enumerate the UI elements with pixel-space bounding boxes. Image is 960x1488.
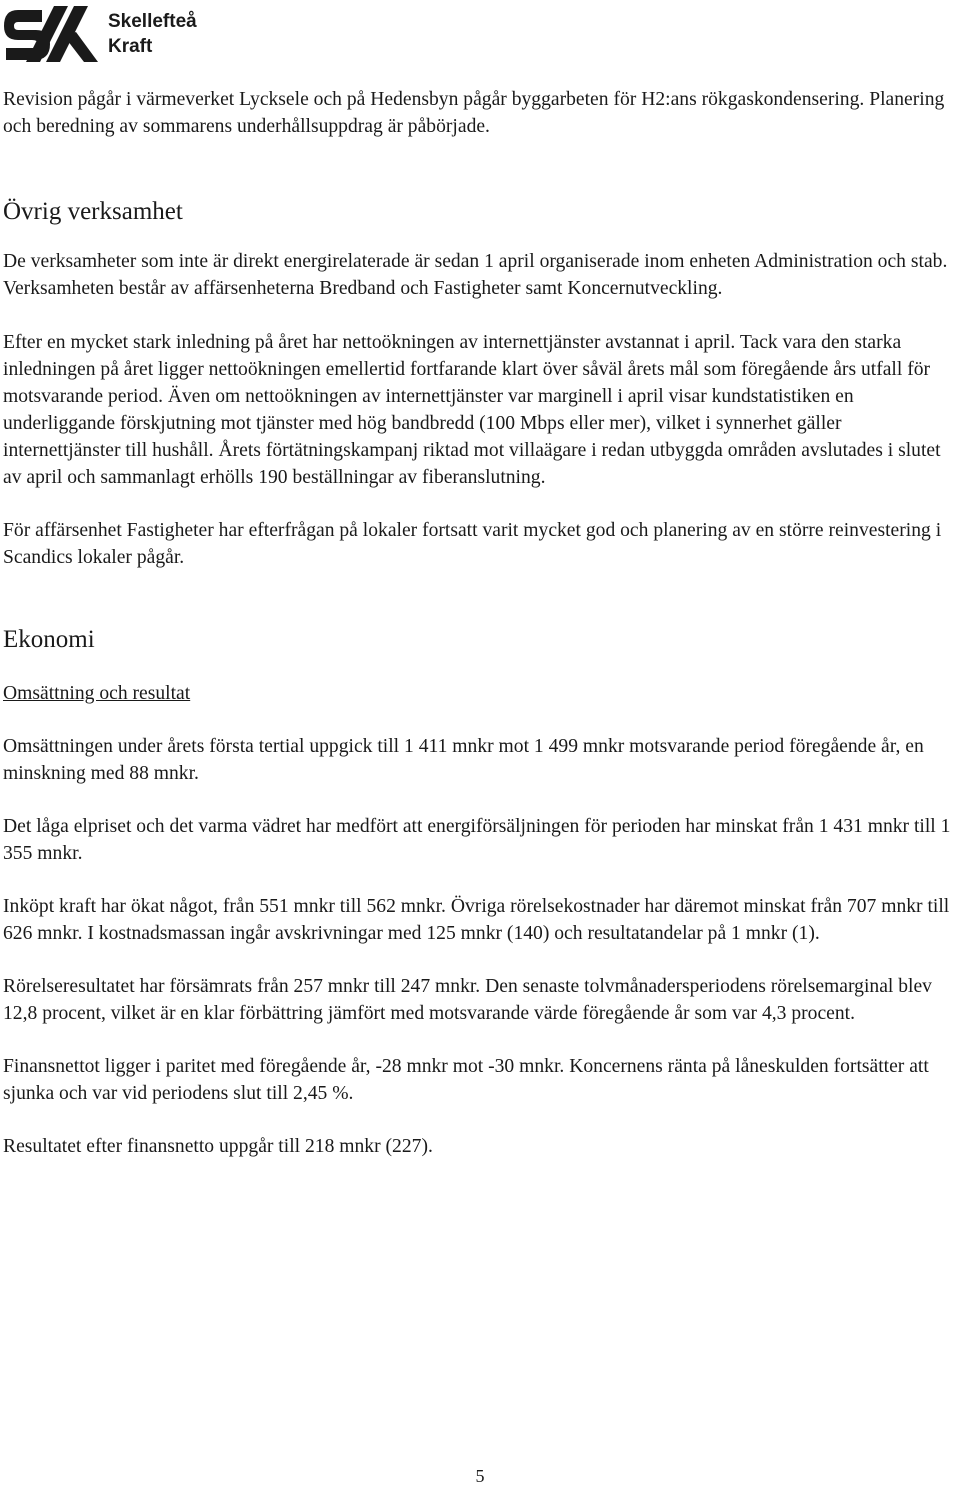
ekonomi-paragraph-2: Det låga elpriset och det varma vädret har medfört att energiförsäljningen för perioden har minskat från 1 431 mnkr till 1 355 mnkr.	[3, 816, 951, 864]
section-subheading-omsattning: Omsättning och resultat	[3, 683, 191, 704]
ovrig-paragraph-3: För affärsenhet Fastigheter har efterfrågan på lokaler fortsatt varit mycket god och planering av en större reinvestering i Scandics lokaler pågår.	[3, 520, 942, 568]
ekonomi-paragraph-4: Rörelseresultatet har försämrats från 257 mnkr till 247 mnkr. Den senaste tolvmånadersperiodens rörelsemarginal blev 12,8 procent, vilket är en klar förbättring jämfört med motsvarande värde föregående år som var 4,3 procent.	[3, 976, 932, 1024]
document-body	[3, 86, 958, 1160]
page-number: 5	[475, 1466, 485, 1486]
skelleftea-kraft-logo-mark	[2, 2, 232, 64]
company-logo	[2, 2, 232, 64]
ekonomi-paragraph-1: Omsättningen under årets första tertial uppgick till 1 411 mnkr mot 1 499 mnkr motsvarande period föregående år, en minskning med 88 mnkr.	[3, 736, 924, 784]
logo-line-2: Kraft	[108, 36, 153, 57]
ekonomi-paragraph-5: Finansnettot ligger i paritet med föregående år, -28 mnkr mot -30 mnkr. Koncernens ränta på låneskulden fortsätter att sjunka och var vid periodens slut till 2,45 %.	[3, 1056, 929, 1104]
ekonomi-paragraph-3: Inköpt kraft har ökat något, från 551 mnkr till 562 mnkr. Övriga rörelsekostnader har däremot minskat från 707 mnkr till 626 mnkr. I kostnadsmassan ingår avskrivningar med 125 mnkr (140) och resultatandelar på 1 mnkr (1).	[3, 896, 950, 944]
intro-paragraph: Revision pågår i värmeverket Lycksele och på Hedensbyn pågår byggarbeten för H2:ans rökgaskondensering. Planering och beredning av sommarens underhållsuppdrag är påbörjade.	[3, 89, 945, 137]
logo-line-1: Skellefteå	[108, 11, 197, 32]
ovrig-paragraph-1: De verksamheter som inte är direkt energirelaterade är sedan 1 april organiserade inom enheten Administration och stab. Verksamheten består av affärsenheterna Bredband och Fastigheter samt Koncernutveckling.	[3, 251, 948, 299]
ovrig-paragraph-2: Efter en mycket stark inledning på året har nettoökningen av internettjänster avstannat i april. Tack vara den starka inledningen på året ligger nettoökningen emellertid fortfarande klart över såväl årets mål som föregående års utfall för motsvarande period. Även om nettoökningen av internettjänster var marginell i april visar kundstatistiken en underliggande förskjutning mot tjänster med hög bandbredd (100 Mbps eller mer), vilket i synnerhet gäller internettjänster till hushåll. Årets förtätningskampanj riktad mot villaägare i redan utbyggda områden avslutades i slutet av april och sammanlagt erhölls 190 beställningar av fiberanslutning.	[3, 332, 941, 488]
section-heading-ovrig: Övrig verksamhet	[3, 198, 183, 225]
logo-slash-3	[64, 32, 98, 62]
section-heading-ekonomi: Ekonomi	[3, 626, 95, 653]
ekonomi-paragraph-6: Resultatet efter finansnetto uppgår till 218 mnkr (227).	[3, 1136, 433, 1157]
